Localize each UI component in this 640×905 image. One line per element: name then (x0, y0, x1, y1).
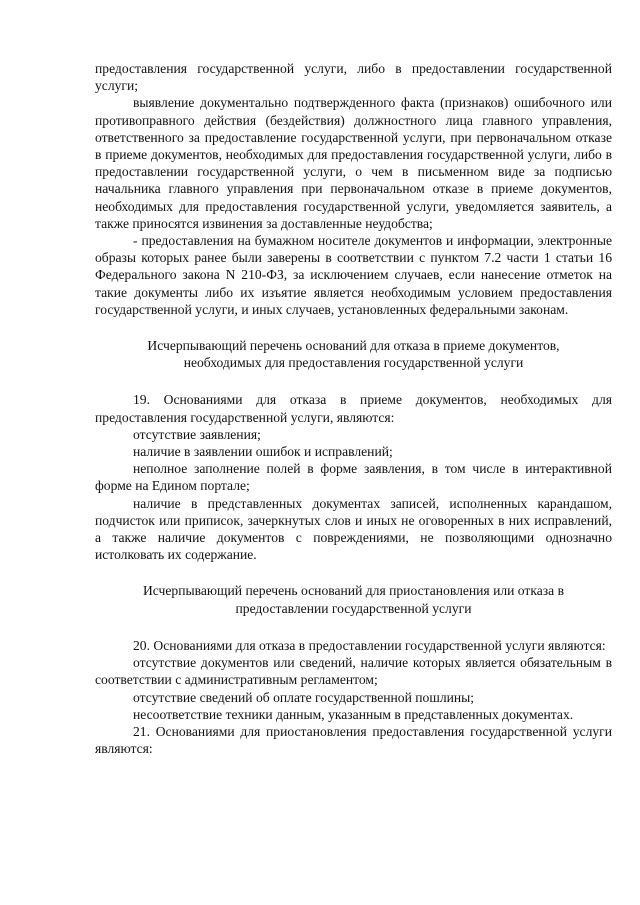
heading-line: необходимых для предоставления государственной услуги (183, 355, 524, 371)
paragraph-continuation: предоставления государственной услуги, либо в предоставлении государственной услуги; (95, 61, 612, 94)
paragraph-paper-documents: - предоставления на бумажном носителе документов и информации, электронные образы которых ранее были заверены в соответствии с пунктом 7.2 части 1 статьи 16 Федерального закона N 210-ФЗ, за исключением случаев, если нанесение отметок на такие документы либо их изъятие является необходимым условием предоставления государственной услуги, и иных случаев, установленных федеральными законам. (95, 233, 612, 317)
list-item: отсутствие заявления; (133, 426, 261, 442)
section-heading-refusal-acceptance (95, 337, 612, 371)
paragraph-19-intro: 19. Основаниями для отказа в приеме документов, необходимых для предоставления государственной услуги, являются: (95, 392, 612, 425)
heading-line: Исчерпывающий перечень оснований для отказа в приеме документов, (147, 338, 560, 354)
spacer (95, 617, 612, 637)
list-item: неполное заполнение полей в форме заявления, в том числе в интерактивной форме на Едином портале; (95, 461, 612, 494)
paragraph-21-intro: 21. Основаниями для приостановления предоставления государственной услуги являются: (95, 723, 612, 757)
list-item: наличие в заявлении ошибок и исправлений; (133, 444, 393, 460)
list-item: отсутствие документов или сведений, наличие которых является обязательным в соответствии с административным регламентом; (95, 655, 612, 688)
spacer (95, 318, 612, 337)
heading-line: предоставлении государственной услуги (235, 600, 472, 616)
spacer (95, 371, 612, 391)
paragraph-error-detection: выявление документально подтвержденного факта (признаков) ошибочного или противоправного действия (бездействия) должностного лица главного управления, ответственного за предоставление государственной услуги, при первоначальном отказе в приеме документов, необходимых для предоставления государственной услуги, либо в предоставлении государственной услуги, о чем в письменном виде за подписью начальника главного управления при первоначальном отказе в приеме документов, необходимых для предоставления государственной услуги, уведомляется заявитель, а также приносятся извинения за доставленные неудобства; (95, 95, 612, 231)
heading-line: Исчерпывающий перечень оснований для приостановления или отказа в (142, 583, 565, 599)
list-item: наличие в представленных документах записей, исполненных карандашом, подчисток или приписок, зачеркнутых слов и иных не оговоренных в них исправлений, а также наличие документов с повреждениями, не позволяющими однозначно истолковать их содержание. (95, 495, 612, 563)
spacer (95, 563, 612, 582)
list-item: отсутствие сведений об оплате государственной пошлины; (133, 689, 475, 705)
list-item: несоответствие техники данным, указанным в представленных документах. (133, 706, 574, 722)
document-page (95, 60, 612, 757)
section-heading-suspension-refusal (95, 582, 612, 616)
paragraph-20-intro: 20. Основаниями для отказа в предоставлении государственной услуги являются: (133, 637, 606, 653)
